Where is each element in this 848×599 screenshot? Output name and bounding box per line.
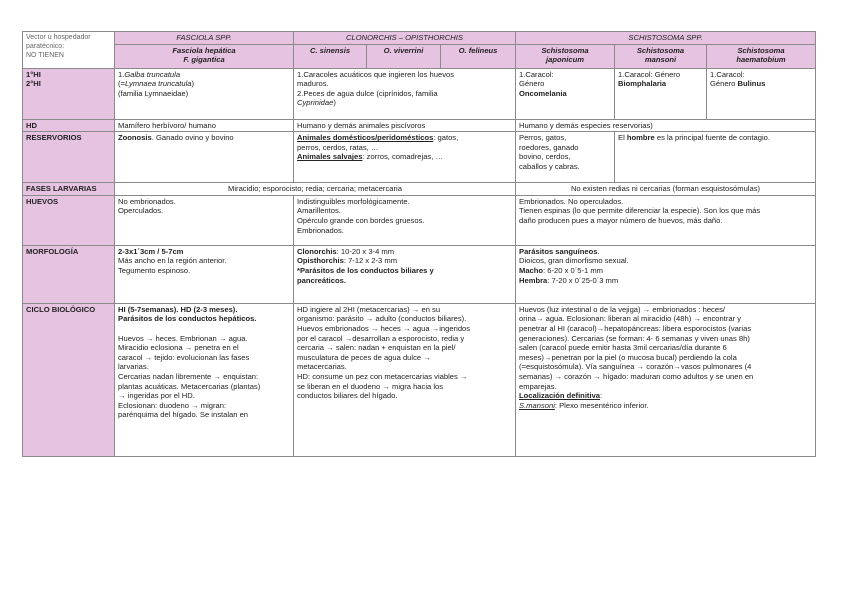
cell-huevos-schistosoma [516,195,816,245]
text: ) [333,98,336,108]
text: metacercarias. [297,362,347,372]
table-row-fases-larvarias [23,183,816,196]
text: : [600,391,603,401]
text: (= [118,79,125,89]
table-row-huevos [23,195,816,245]
text: Amarillentos. [297,206,341,216]
text: Parásitos sanguíneos [519,246,598,256]
species-fasciola [115,44,294,68]
text: : 7-20 x 0´25-0´3 mm [547,275,619,285]
text: : gatos, [433,133,459,143]
corner-note-line: Vector u hospedador [26,34,91,41]
text: maduros. [297,79,329,89]
table-row-hi [23,68,816,119]
cell-hi-haematobium [707,68,816,119]
text: Lymnaea truncatula [124,79,192,89]
text: 2-3x1´3cm / 5-7cm [118,246,184,256]
species-name: Fasciola hepática [172,45,236,55]
text: (familia Lymnaeidae) [118,88,189,98]
cell-hd-clonorchis: Humano y demás animales piscívoros [294,119,516,132]
corner-note-cell [23,32,115,69]
cell-morfologia-fasciola [115,245,294,303]
row-label-fases-larvarias: FASES LARVARIAS [23,183,115,196]
text: semanas) → corazón → hígado: maduran como adultos y se unen en [519,371,754,381]
text: penetrar al HI (caracol)→hepatopáncreas: libera esporocistos (varias [519,323,752,333]
species-s-japonicum [516,44,615,68]
text: No embrionados. [118,196,176,206]
text: 1.Caracol: [519,69,554,79]
text: daño producen pues a mayor número de huevos, más daño. [519,215,723,225]
species-o-viverrini: O. viverrini [367,44,441,68]
row-label-huevos: HUEVOS [23,195,115,245]
row-label-hi [23,68,115,119]
text: Macho [519,265,544,275]
text: organismo: parásito → adulto (conductos biliares). [297,314,467,324]
row-label-ciclo-biologico: CICLO BIOLÓGICO [23,303,115,456]
text: parénquima del hígado. Se instalan en [118,410,249,420]
text: : 10-20 x 3-4 mm [336,246,395,256]
text: meses)→penetran por la piel (o mucosa bucal) perdiendo la cola [519,352,737,362]
text: *Parásitos de los conductos biliares y [297,265,434,275]
text: Opisthorchis [297,256,344,266]
cell-huevos-clonorchis [294,195,516,245]
text: orina→ agua. Eclosionan: liberan al miracidio (48h) → encontrar y [519,314,742,324]
text: roedores, ganado [519,142,579,152]
text: Opérculo grande con bordes gruesos. [297,215,425,225]
text: pancreáticos. [297,275,346,285]
text: plantas acuáticas. Metacercarias (plantas) [118,381,261,391]
species-name: Schistosoma [737,45,785,55]
corner-note-line: NO TIENEN [26,52,64,59]
text: HD ingiere al 2HI (metacercarias) → en su [297,304,441,314]
text: . Ganado ovino y bovino [151,133,234,143]
text: Embrionados. No operculados. [519,196,624,206]
cell-hd-fasciola: Mamífero herbívoro/ humano [115,119,294,132]
species-name: Schistosoma [636,45,685,55]
cell-morfologia-clonorchis [294,245,516,303]
text: Biomphalaria [618,79,667,89]
cell-larvarias-schistosoma: No existen redias ni cercarias (forman esquistosómulas) [516,183,816,196]
text: S.mansoni [519,400,555,410]
cell-ciclo-clonorchis [294,303,516,456]
table-row-reservorios [23,132,816,183]
text: Tienen espinas (lo que permite diferenciar la especie). Son los que más [519,206,761,216]
text: El [618,133,627,143]
text: Género [519,79,545,89]
text: HI (5-7semanas). HD (2-3 meses). [118,304,238,314]
text: Dioicos, gran dimorfismo sexual. [519,256,629,266]
text: caracol → tejido: evolucionan las fases [118,352,250,362]
text: Zoonosis [118,133,152,143]
text: . [597,246,600,256]
text: : 7-12 x 2-3 mm [343,256,398,266]
cell-reservorios-clonorchis [294,132,516,183]
group-header-schistosoma: SCHISTOSOMA SPP. [516,32,816,45]
species-s-mansoni [615,44,707,68]
text: Miracidio eclosiona → penetra en el [118,343,239,353]
table-row-morfologia [23,245,816,303]
cell-hi-mansoni [615,68,707,119]
row-label-text: 2°HI [26,79,41,89]
text: → ingeridas por el HD. [118,391,195,401]
species-name: japonicum [546,55,584,65]
text: Género [710,79,736,89]
group-header-clonorchis: CLONORCHIS – OPISTHORCHIS [294,32,516,45]
species-c-sinensis: C. sinensis [294,44,367,68]
cell-larvarias-fasciola-clonorchis: Miracidio; esporocisto; redia; cercaria; metacercaria [115,183,516,196]
text: por el caracol →desarrollan a esporocisto, redia y [297,333,465,343]
parasite-comparison-table [22,31,816,457]
text: : Plexo mesentérico inferior. [554,400,649,410]
text: Indistinguibles morfológicamente. [297,196,410,206]
species-name: mansoni [644,55,677,65]
text: Animales domésticos/peridomésticos [297,133,434,143]
cell-hd-schistosoma: Humano y demás especies reservorias) [516,119,816,132]
text: Tegumento espinoso. [118,265,191,275]
text: Perros, gatos, [519,133,567,143]
row-label-reservorios: RESERVORIOS [23,132,115,183]
text: ) [191,79,195,89]
text: Cyprinidae [297,98,334,108]
text: Embrionados. [297,225,344,235]
text: 1.Caracoles acuáticos que ingieren los huevos [297,69,455,79]
group-header-fasciola: FASCIOLA SPP. [115,32,294,45]
row-label-text: 1°HI [26,69,41,79]
species-name: Schistosoma [541,45,589,55]
text: Operculados. [118,206,164,216]
species-name: haematobium [736,55,786,65]
text: Oncomelania [519,88,567,98]
cell-hi-fasciola [115,68,294,119]
text: es la principal fuente de contagio. [654,133,770,143]
text: Localización definitiva [519,391,601,401]
table-row-hd [23,119,816,132]
text: Clonorchis [297,246,337,256]
text: : 6-20 x 0´5-1 mm [543,265,603,275]
cell-reservorios-fasciola [115,132,294,183]
text: caballos y cabras. [519,161,580,171]
text: cercaria → salen: nadan + enquistan en la piel/ [297,343,456,353]
cell-huevos-fasciola [115,195,294,245]
text: (=esquistosómula). Vía sanguínea → corazón→vasos pulmonares (4 [519,362,752,372]
row-label-hd: HD [23,119,115,132]
text: Más ancho en la región anterior. [118,256,227,266]
text: Animales salvajes [297,152,363,162]
text: musculatura de peces de agua dulce → [297,352,431,362]
text: Galba truncatula [124,69,181,79]
cell-morfologia-schistosoma [516,245,816,303]
text: Parásitos de los conductos hepáticos. [118,314,257,324]
cell-hi-clonorchis [294,68,516,119]
text: perros, cerdos, ratas, … [297,142,379,152]
text: Bulinus [737,79,766,89]
row-label-morfologia: MORFOLOGÍA [23,245,115,303]
text: 1.Caracol: [710,69,745,79]
text: bovino, cerdos, [519,152,571,162]
species-o-felineus: O. felineus [441,44,516,68]
text: Eclosionan: duodeno → migran: [118,400,227,410]
species-name: F. gigantica [183,55,225,65]
table-row-ciclo-biologico [23,303,816,456]
cell-hi-japonicum [516,68,615,119]
text: 1. [118,69,125,79]
cell-ciclo-fasciola [115,303,294,456]
text: Huevos embrionados → heces → agua →ingeridos [297,323,471,333]
cell-reservorios-japonicum [516,132,615,183]
text: se liberan en el duodeno → migra hacia los [297,381,444,391]
text: HD: consume un pez con metacercarias viables → [297,371,468,381]
text: hombre [626,133,655,143]
species-s-haematobium [707,44,816,68]
text: Cercarias nadan libremente → enquistan: [118,371,259,381]
text: Hembra [519,275,548,285]
corner-note-line: paratécnico: [26,43,65,50]
cell-reservorios-other [615,132,816,183]
text: conductos biliares del hígado. [297,391,398,401]
text: larvarias. [118,362,149,372]
text: salen (caracol puede emitir hasta 3mil cercarias/día durante 6 [519,343,727,353]
text: : zorros, comadrejas, … [362,152,444,162]
text: emparejas. [519,381,557,391]
text: Huevos → heces. Embrionan → agua. [118,333,248,343]
text: Huevos (luz intestinal o de la vejiga) → embrionados : heces/ [519,304,725,314]
cell-ciclo-schistosoma [516,303,816,456]
text: generaciones). Cercarias (se forman: 4- 6 semanas y viven unas 8h) [519,333,750,343]
text: 2.Peces de agua dulce (ciprínidos, familia [297,88,438,98]
text: 1.Caracol: Género [618,69,681,79]
